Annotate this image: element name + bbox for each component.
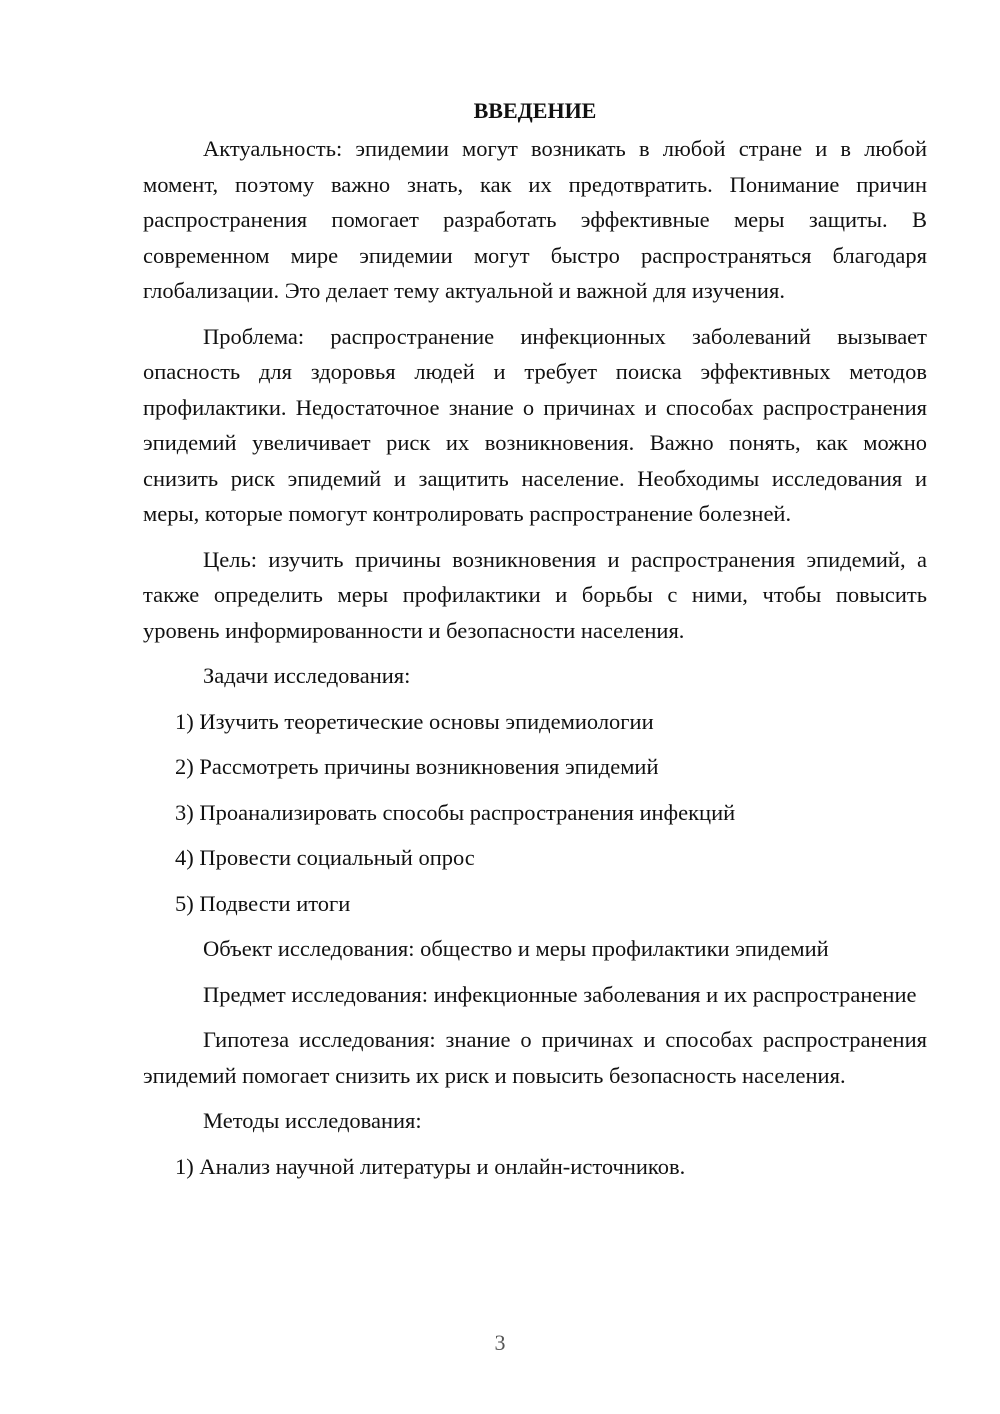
relevance-paragraph: Актуальность: эпидемии могут возникать в любой стране и в любой момент, поэтому важно знать, как их предотвратить. Понимание причин распространения помогает разработать эффективные меры защиты. В современном мире эпидемии могут быстро распространяться благодаря глобализации. Это делает тему актуальной и важной для изучения. [143,136,927,303]
task-item: 4) Провести социальный опрос [175,845,475,870]
task-item: 2) Рассмотреть причины возникновения эпидемий [175,754,659,779]
research-subject: Предмет исследования: инфекционные заболевания и их распространение [203,981,917,1007]
research-object: Объект исследования: общество и меры профилактики эпидемий [203,936,829,961]
methods-heading: Методы исследования: [203,1108,422,1133]
tasks-heading: Задачи исследования: [203,663,411,688]
task-item: 3) Проанализировать способы распространения инфекций [175,799,736,825]
section-title: ВВЕДЕНИЕ [473,98,597,123]
research-hypothesis: Гипотеза исследования: знание о причинах и способах распространения эпидемий помогает снизить их риск и повысить безопасность населения. [143,1027,927,1088]
page-number: 3 [494,1330,506,1355]
task-item: 5) Подвести итоги [175,890,351,916]
document-page [143,93,927,1194]
method-item: 1) Анализ научной литературы и онлайн-источников. [175,1153,686,1179]
problem-paragraph: Проблема: распространение инфекционных заболеваний вызывает опасность для здоровья людей и требует поиска эффективных методов профилактики. Недостаточное знание о причинах и способах распространения эпидемий увеличивает риск их возникновения. Важно понять, как можно снизить риск эпидемий и защитить население. Необходимы исследования и меры, которые помогут контролировать распространение болезней. [143,323,927,526]
goal-paragraph: Цель: изучить причины возникновения и распространения эпидемий, а также определить меры профилактики и борьбы с ними, чтобы повысить уровень информированности и безопасности населения. [143,546,927,643]
task-item: 1) Изучить теоретические основы эпидемиологии [175,708,654,734]
